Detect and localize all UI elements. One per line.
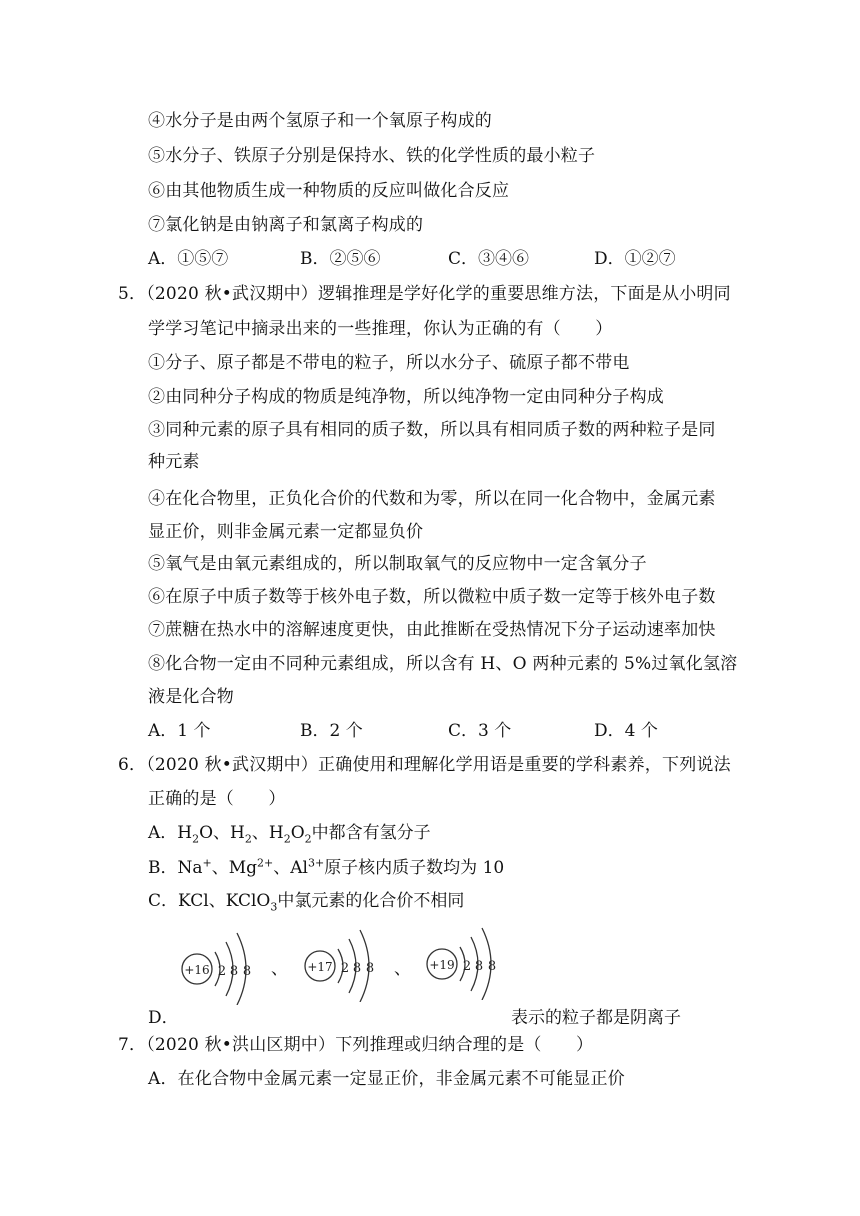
q5-item-4-cont: 显正价，则非金属元素一定都显负价 bbox=[148, 522, 424, 542]
q6-option-d-label: D． bbox=[148, 1008, 179, 1028]
atom-3-shell-1: 2 bbox=[462, 959, 472, 974]
q5-item-7: ⑦蔗糖在热水中的溶解速度更快，由此推断在受热情况下分子运动速率加快 bbox=[148, 620, 716, 640]
q5-item-5: ⑤氧气是由氧元素组成的，所以制取氧气的反应物中一定含氧分子 bbox=[148, 554, 647, 574]
atom-diagram-2 bbox=[298, 922, 393, 1002]
q6-option-b: B．Na+、$Mg^{2+}$、$Al^{3+}$原子核内质子数均为 10 bbox=[148, 856, 505, 878]
q5-option-b: B．2 个 bbox=[300, 721, 363, 741]
q5-item-3: ③同种元素的原子具有相同的质子数，所以具有相同质子数的两种粒子是同 bbox=[148, 420, 716, 440]
q6-option-d-sep-1: 、 bbox=[271, 959, 288, 979]
q6-option-d-text: 表示的粒子都是阴离子 bbox=[511, 1008, 681, 1028]
q4-option-b: B．②⑤⑥ bbox=[300, 249, 381, 269]
atom-1-shell-2: 8 bbox=[229, 964, 239, 979]
q5-item-1: ①分子、原子都是不带电的粒子，所以水分子、硫原子都不带电 bbox=[148, 353, 630, 373]
atom-1-nucleus: +16 bbox=[184, 963, 210, 977]
atom-2-shell-3: 8 bbox=[365, 961, 375, 976]
q5-stem-line1: 5．（2020 秋•武汉期中）逻辑推理是学好化学的重要思维方法，下面是从小明同 bbox=[118, 284, 731, 304]
atom-diagram-1 bbox=[175, 925, 270, 1005]
q7-stem: 7．（2020 秋•洪山区期中）下列推理或归纳合理的是（ ） bbox=[118, 1035, 594, 1055]
q5-option-a: A．1 个 bbox=[148, 721, 211, 741]
atom-2-nucleus: +17 bbox=[307, 960, 333, 974]
q4-item-7: ⑦氯化钠是由钠离子和氯离子构成的 bbox=[148, 215, 424, 235]
q4-item-5: ⑤水分子、铁原子分别是保持水、铁的化学性质的最小粒子 bbox=[148, 146, 596, 166]
q4-item-4: ④水分子是由两个氢原子和一个氧原子构成的 bbox=[148, 111, 492, 131]
q5-item-6: ⑥在原子中质子数等于核外电子数，所以微粒中质子数一定等于核外电子数 bbox=[148, 587, 716, 607]
q6-stem-line2: 正确的是（ ） bbox=[148, 789, 286, 809]
q4-option-c: C．③④⑥ bbox=[448, 249, 530, 269]
q5-option-d: D．4 个 bbox=[594, 721, 658, 741]
q5-item-8-cont: 液是化合物 bbox=[148, 687, 234, 707]
q6-option-c: C．KCl、KClO$_3$中氯元素的化合价不相同 bbox=[148, 891, 465, 914]
atom-2-shell-1: 2 bbox=[340, 961, 350, 976]
q7-option-a: A．在化合物中金属元素一定显正价，非金属元素不可能显正价 bbox=[148, 1069, 625, 1089]
q5-option-c: C．3 个 bbox=[448, 721, 512, 741]
atom-1-shell-3: 8 bbox=[242, 964, 252, 979]
q6-option-a: A．$H_2O$、$H_2$、$H_2O_2$中都含有氢分子 bbox=[148, 823, 431, 846]
atom-3-shell-2: 8 bbox=[474, 959, 484, 974]
atom-3-shell-3: 8 bbox=[487, 959, 497, 974]
q6-option-d-sep-2: 、 bbox=[394, 959, 411, 979]
q4-option-a: A．①⑤⑦ bbox=[148, 249, 229, 269]
atom-diagram-3 bbox=[420, 920, 515, 1000]
atom-3-nucleus: +19 bbox=[429, 958, 455, 972]
atom-1-shell-1: 2 bbox=[217, 964, 227, 979]
q5-stem-line2: 学学习笔记中摘录出来的一些推理，你认为正确的有（ ） bbox=[148, 319, 613, 339]
atom-2-shell-2: 8 bbox=[352, 961, 362, 976]
q4-item-6: ⑥由其他物质生成一种物质的反应叫做化合反应 bbox=[148, 181, 510, 201]
q5-item-2: ②由同种分子构成的物质是纯净物，所以纯净物一定由同种分子构成 bbox=[148, 387, 664, 407]
q5-item-4: ④在化合物里，正负化合价的代数和为零，所以在同一化合物中，金属元素 bbox=[148, 489, 716, 509]
q5-item-3-cont: 种元素 bbox=[148, 452, 200, 472]
q4-option-d: D．①②⑦ bbox=[594, 249, 676, 269]
q6-stem-line1: 6．（2020 秋•武汉期中）正确使用和理解化学用语是重要的学科素养，下列说法 bbox=[118, 755, 731, 775]
q5-item-8: ⑧化合物一定由不同种元素组成，所以含有 H、O 两种元素的 5%过氧化氢溶 bbox=[148, 654, 738, 674]
